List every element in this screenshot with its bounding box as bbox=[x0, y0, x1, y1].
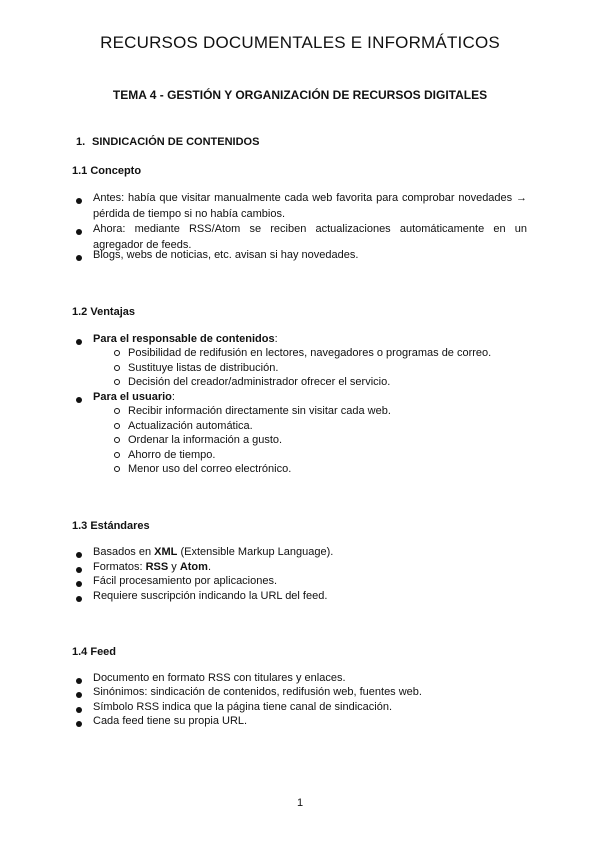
list-item: Requiere suscripción indicando la URL del feed. bbox=[93, 590, 328, 602]
bullet-icon bbox=[76, 229, 82, 235]
list-item: Símbolo RSS indica que la página tiene canal de sindicación. bbox=[93, 701, 393, 713]
circle-bullet-icon bbox=[114, 408, 120, 414]
list-item: Ahora: mediante RSS/Atom se reciben actualizaciones automáticamente en un agregador de feeds. bbox=[93, 223, 527, 251]
bullet-icon bbox=[76, 692, 82, 698]
document-title: RECURSOS DOCUMENTALES E INFORMÁTICOS bbox=[100, 33, 500, 52]
sub-list-item: Actualización automática. bbox=[128, 420, 253, 432]
circle-bullet-icon bbox=[114, 379, 120, 385]
circle-bullet-icon bbox=[114, 365, 120, 371]
list-item: Sinónimos: sindicación de contenidos, redifusión web, fuentes web. bbox=[93, 686, 422, 698]
group-label: Para el usuario bbox=[93, 391, 172, 403]
section-heading bbox=[76, 136, 259, 148]
list-item: Documento en formato RSS con titulares y enlaces. bbox=[93, 672, 346, 684]
circle-bullet-icon bbox=[114, 437, 120, 443]
circle-bullet-icon bbox=[114, 423, 120, 429]
bullet-icon bbox=[76, 255, 82, 261]
sub-list-item: Ahorro de tiempo. bbox=[128, 449, 216, 461]
list-item: Cada feed tiene su propia URL. bbox=[93, 715, 248, 727]
bullet-icon bbox=[76, 721, 82, 727]
circle-bullet-icon bbox=[114, 466, 120, 472]
group-label: Para el responsable de contenidos bbox=[93, 333, 275, 345]
bullet-icon bbox=[76, 552, 82, 558]
subsection-title-estandares: 1.3 Estándares bbox=[72, 520, 150, 532]
subsection-title-ventajas: 1.2 Ventajas bbox=[72, 306, 135, 318]
circle-bullet-icon bbox=[114, 452, 120, 458]
section-number: 1. bbox=[76, 136, 86, 148]
bullet-icon bbox=[76, 707, 82, 713]
bullet-icon bbox=[76, 567, 82, 573]
sub-list-item: Posibilidad de redifusión en lectores, navegadores o programas de correo. bbox=[128, 347, 492, 359]
bullet-icon bbox=[76, 596, 82, 602]
subsection-title-concepto: 1.1 Concepto bbox=[72, 165, 142, 177]
list-item: Antes: había que visitar manualmente cada web favorita para comprobar novedades → pérdida de tiempo si no había cambios. bbox=[93, 192, 527, 220]
topic-title: TEMA 4 - GESTIÓN Y ORGANIZACIÓN DE RECURSOS DIGITALES bbox=[112, 88, 488, 102]
sub-list-item: Ordenar la información a gusto. bbox=[128, 434, 283, 446]
circle-bullet-icon bbox=[114, 350, 120, 356]
bullet-icon bbox=[76, 339, 82, 345]
sub-list-item: Menor uso del correo electrónico. bbox=[128, 463, 292, 475]
bullet-icon bbox=[76, 397, 82, 403]
bullet-icon bbox=[76, 198, 82, 204]
bullet-icon bbox=[76, 678, 82, 684]
list-item-group-usuario: Para el usuario: bbox=[93, 391, 175, 403]
page-number: 1 bbox=[296, 797, 304, 809]
subsection-title-feed: 1.4 Feed bbox=[72, 646, 117, 658]
sub-list-item: Sustituye listas de distribución. bbox=[128, 362, 279, 374]
list-item: Formatos: RSS y Atom. bbox=[93, 561, 211, 573]
list-item: Fácil procesamiento por aplicaciones. bbox=[93, 575, 278, 587]
bullet-icon bbox=[76, 581, 82, 587]
sub-list-item: Recibir información directamente sin visitar cada web. bbox=[128, 405, 391, 417]
sub-list-item: Decisión del creador/administrador ofrecer el servicio. bbox=[128, 376, 391, 388]
list-item: Blogs, webs de noticias, etc. avisan si hay novedades. bbox=[93, 249, 359, 261]
section-title: SINDICACIÓN DE CONTENIDOS bbox=[92, 136, 260, 148]
list-item-group-contenidos: Para el responsable de contenidos: bbox=[93, 333, 278, 345]
list-item: Basados en XML (Extensible Markup Language). bbox=[93, 546, 334, 558]
